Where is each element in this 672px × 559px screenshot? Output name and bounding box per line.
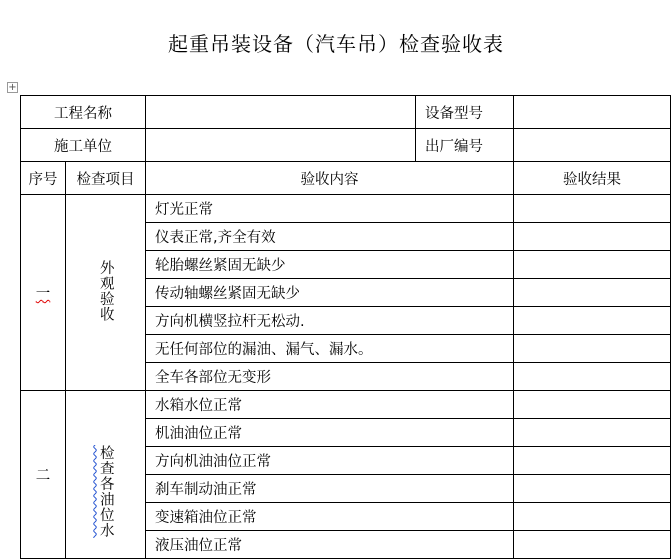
- result-cell[interactable]: [514, 223, 671, 251]
- content-cell: 全车各部位无变形: [146, 363, 514, 391]
- result-cell[interactable]: [514, 307, 671, 335]
- content-cell: 方向机油油位正常: [146, 447, 514, 475]
- factory-number-value[interactable]: [514, 129, 671, 162]
- section-2-seq-text: 二: [35, 468, 51, 484]
- column-header-item: 检查项目: [66, 162, 146, 195]
- content-cell: 仪表正常,齐全有效: [146, 223, 514, 251]
- header-row-contractor: [21, 129, 671, 162]
- content-cell: 灯光正常: [146, 195, 514, 223]
- content-cell: 水箱水位正常: [146, 391, 514, 419]
- result-cell[interactable]: [514, 279, 671, 307]
- content-cell: 传动轴螺丝紧固无缺少: [146, 279, 514, 307]
- section-2-item-text: 检查各油位水: [97, 445, 114, 538]
- equipment-model-label: 设备型号: [416, 96, 514, 129]
- result-cell[interactable]: [514, 447, 671, 475]
- content-cell: 无任何部位的漏油、漏气、漏水。: [146, 335, 514, 363]
- content-cell: 方向机横竖拉杆无松动.: [146, 307, 514, 335]
- project-name-value[interactable]: [146, 96, 416, 129]
- section-1-item: [66, 195, 146, 391]
- result-cell[interactable]: [514, 503, 671, 531]
- page-title: 起重吊装设备（汽车吊）检查验收表: [168, 32, 504, 56]
- contractor-value[interactable]: [146, 129, 416, 162]
- result-cell[interactable]: [514, 251, 671, 279]
- section-2-item: [66, 391, 146, 559]
- result-cell[interactable]: [514, 363, 671, 391]
- result-cell[interactable]: [514, 419, 671, 447]
- project-name-label: 工程名称: [21, 96, 146, 129]
- result-cell[interactable]: [514, 475, 671, 503]
- content-cell: 机油油位正常: [146, 419, 514, 447]
- content-cell: 轮胎螺丝紧固无缺少: [146, 251, 514, 279]
- factory-number-label: 出厂编号: [416, 129, 514, 162]
- content-cell: 刹车制动油正常: [146, 475, 514, 503]
- table-row: [21, 391, 671, 419]
- header-row-project: [21, 96, 671, 129]
- table-move-handle-icon[interactable]: +: [8, 82, 17, 93]
- content-cell: 变速箱油位正常: [146, 503, 514, 531]
- column-header-row: [21, 162, 671, 195]
- column-header-result: 验收结果: [514, 162, 671, 195]
- section-1-seq: [21, 195, 66, 391]
- result-cell[interactable]: [514, 531, 671, 559]
- result-cell[interactable]: [514, 391, 671, 419]
- equipment-model-value[interactable]: [514, 96, 671, 129]
- contractor-label: 施工单位: [21, 129, 146, 162]
- table-row: [21, 195, 671, 223]
- section-1-seq-text: 一: [35, 286, 51, 302]
- section-2-seq: [21, 391, 66, 559]
- section-1-item-text: 外观验收: [97, 259, 114, 322]
- column-header-seq: 序号: [21, 162, 66, 195]
- result-cell[interactable]: [514, 195, 671, 223]
- result-cell[interactable]: [514, 335, 671, 363]
- inspection-table: [20, 95, 671, 559]
- content-cell: 液压油位正常: [146, 531, 514, 559]
- column-header-content: 验收内容: [146, 162, 514, 195]
